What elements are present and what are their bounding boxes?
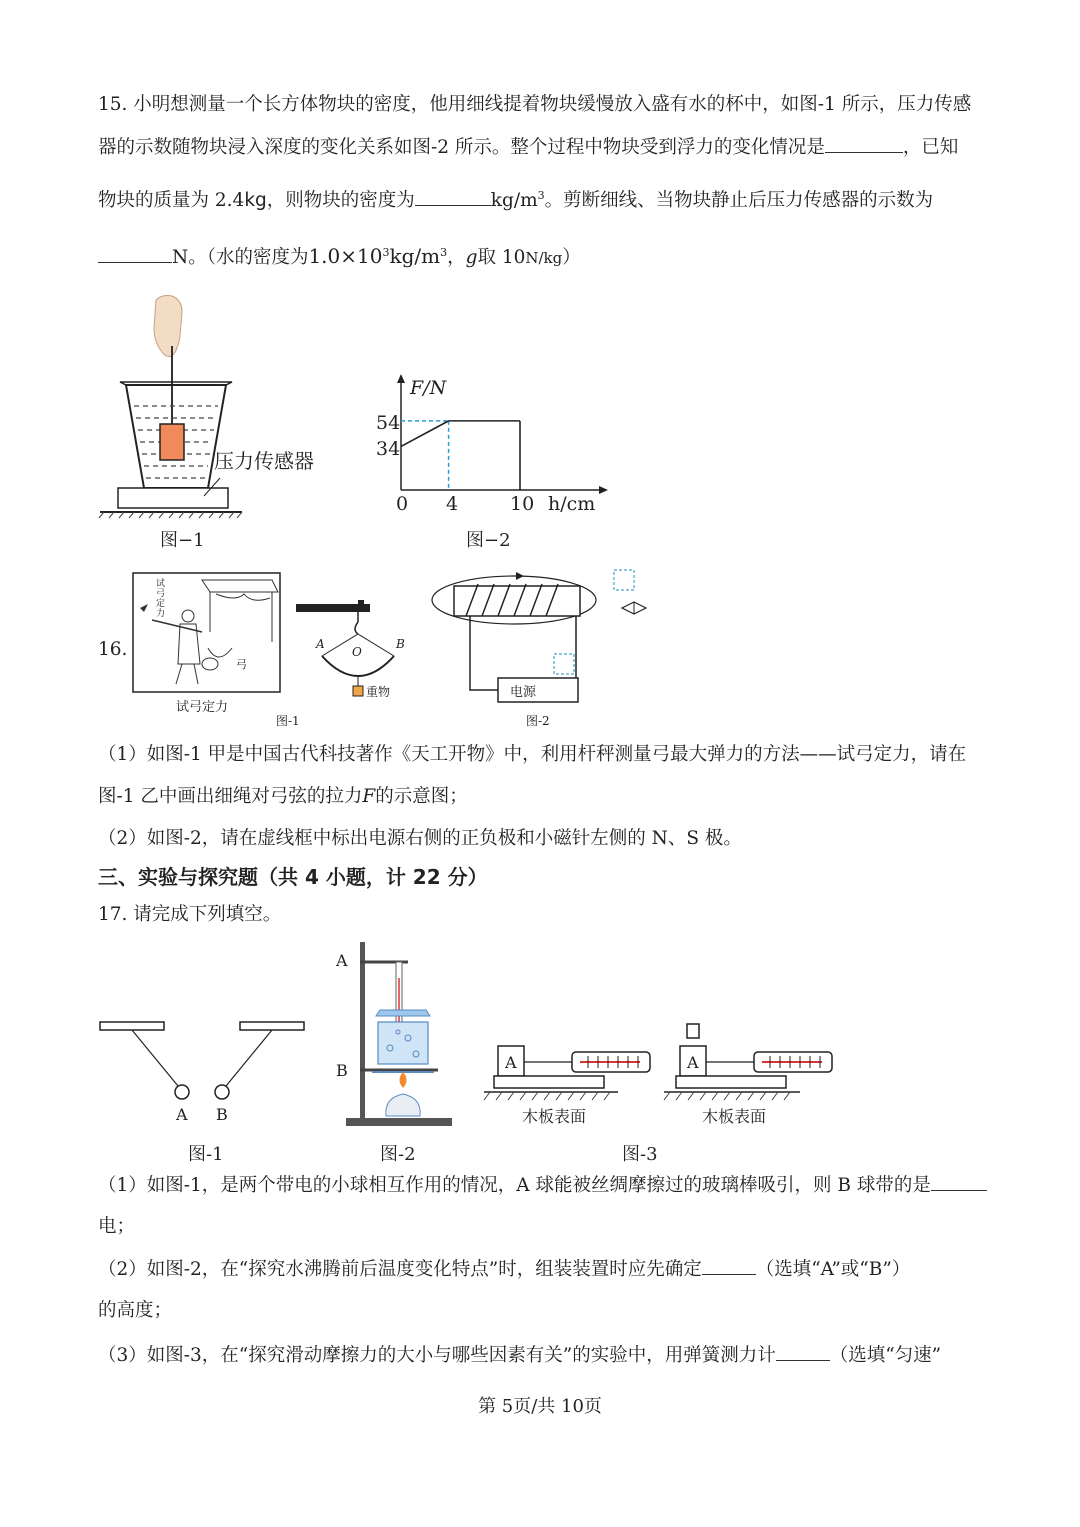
answer-blank-sensor[interactable]	[98, 244, 172, 263]
q17-figure-2	[330, 938, 460, 1128]
q15-line3b: ，则物块的密度为	[266, 190, 415, 212]
q15-water-density: 1.0×10	[308, 244, 383, 269]
svg-text:试: 试	[156, 579, 166, 589]
support-left	[100, 1022, 164, 1030]
beaker-lid	[376, 1010, 430, 1016]
q15-line2-text: 器的示数随物块浸入深度的变化关系如图-2 所示。整个过程中物块受到浮力的变化情况是	[98, 137, 825, 158]
alcohol-lamp	[386, 1094, 420, 1116]
q15-line4c: 取 10	[477, 247, 526, 269]
svg-text:力: 力	[156, 609, 166, 619]
graph-segment-0	[401, 421, 449, 447]
q17-item2-text-b: （选填“A”或“B”）	[755, 1259, 911, 1280]
q15-line4d: ）	[562, 247, 581, 269]
ball-A-label: A	[176, 1105, 188, 1124]
board-2	[676, 1076, 786, 1088]
block-A-2-label: A	[687, 1053, 699, 1072]
svg-text:定: 定	[156, 599, 166, 609]
ball-B	[215, 1085, 229, 1099]
person-head	[182, 610, 194, 622]
q16-fig1-sub-caption: 试弓定力	[176, 700, 229, 715]
q15-line2-end: ，已知	[902, 137, 959, 158]
hook-icon	[355, 622, 358, 634]
y-tick-34: 34	[376, 438, 401, 460]
bow-label: 弓	[236, 658, 247, 671]
q15-line3a: 物块的质量为 2.4	[98, 190, 245, 212]
x-tick-0: 0	[396, 493, 409, 515]
q15-line3	[98, 183, 933, 214]
answer-blank-motion[interactable]	[776, 1342, 830, 1361]
q17-item1-line1	[98, 1172, 987, 1199]
q17-item2-text-a: （2）如图-2，在“探究水沸腾前后温度变化特点”时，组装装置时应先确定	[98, 1259, 702, 1280]
q17-intro: 17. 请完成下列填空。	[98, 904, 282, 925]
point-B-label: B	[396, 637, 405, 651]
weight-icon	[687, 1024, 699, 1038]
board-1	[494, 1076, 604, 1088]
q15-sup-exp: 3	[382, 246, 390, 259]
needle-pole-box[interactable]	[614, 570, 634, 590]
q15-fig2-caption: 图−2	[466, 530, 511, 551]
hand-icon	[154, 296, 182, 357]
surface-2-label: 木板表面	[702, 1107, 767, 1126]
q17-item2-line2: 的高度；	[98, 1300, 173, 1321]
q16-figure-1-bow	[292, 600, 405, 704]
q17-item3-text-b: （选填“匀速”	[829, 1345, 942, 1366]
support-right	[240, 1022, 304, 1030]
q16-force-symbol: F	[362, 786, 376, 807]
q15-line4b: ，	[447, 247, 466, 269]
pressure-sensor	[118, 488, 228, 508]
q15-fig1-caption: 图−1	[160, 530, 205, 551]
q15-line4	[98, 240, 581, 271]
solenoid-core	[454, 586, 580, 616]
q17-fig3-caption: 图-3	[622, 1144, 658, 1165]
q16-fig2-caption: 图-2	[526, 714, 550, 728]
x-axis-label: h/cm	[548, 493, 596, 515]
q16-number: 16.	[98, 639, 128, 660]
y-tick-54: 54	[376, 412, 401, 434]
x-axis-arrow	[599, 486, 608, 494]
point-O-label: O	[352, 645, 362, 659]
q15-line1: 15. 小明想测量一个长方体物块的密度，他用细线提着物块缓慢放入盛有水的杯中，如图-1 所示，压力传感	[98, 94, 972, 115]
q15-water-unit: kg/m	[389, 244, 441, 269]
q17-item3-text-a: （3）如图-3，在“探究滑动摩擦力的大小与哪些因素有关”的实验中，用弹簧测力计	[98, 1345, 776, 1366]
q17-figure-1	[96, 1016, 312, 1126]
q15-line4a: N。（水的密度为	[172, 247, 309, 269]
block-A-1-label: A	[505, 1053, 517, 1072]
answer-blank-charge[interactable]	[931, 1172, 987, 1191]
svg-text:弓: 弓	[156, 589, 166, 599]
answer-blank-density[interactable]	[415, 187, 491, 206]
q16-fig1-caption: 图-1	[276, 714, 300, 728]
q17-figure-3	[480, 1018, 840, 1128]
x-tick-4: 4	[446, 493, 459, 515]
q17-item1-text: （1）如图-1，是两个带电的小球相互作用的情况，A 球能被丝绸摩擦过的玻璃棒吸引，则 B 球带的是	[98, 1175, 931, 1196]
sensor-label: 压力传感器	[214, 449, 314, 473]
surface-1-label: 木板表面	[522, 1107, 587, 1126]
x-tick-10: 10	[510, 493, 535, 515]
q15-unit-kg: kg	[244, 190, 267, 212]
q16-item1-line2b: 的示意图；	[375, 786, 468, 807]
q17-item1-line2: 电；	[98, 1216, 136, 1237]
q17-item3-line1	[98, 1342, 941, 1369]
bow-shape	[322, 656, 394, 676]
power-source-label: 电源	[510, 685, 537, 700]
q15-unit-nkg: N/kg	[525, 249, 563, 268]
y-axis-arrow	[397, 374, 405, 383]
q16-figure-2-circuit	[430, 566, 666, 704]
q15-line3c: 。剪断细线、当物块静止后压力传感器的示数为	[544, 190, 934, 212]
beaker-water	[378, 1022, 428, 1064]
q16-figure-1-illustration	[132, 572, 282, 694]
q16-item1-line2a: 图-1 乙中画出细绳对弓弦的拉力	[98, 786, 363, 807]
page-footer: 第 5页/共 10页	[478, 1396, 602, 1417]
field-direction-arrow	[516, 572, 524, 580]
weight-block	[353, 686, 363, 696]
q15-g-symbol: g	[465, 247, 478, 269]
weight-label: 重物	[366, 685, 391, 699]
section-heading: 三、实验与探究题（共 4 小题，计 22 分）	[98, 865, 488, 889]
point-A-label: A	[316, 637, 325, 651]
position-A-label: A	[336, 951, 348, 970]
q15-sup-3b: 3	[440, 246, 448, 259]
q17-item2-line1	[98, 1256, 910, 1283]
q15-figure-2-graph	[370, 372, 610, 522]
answer-blank-height[interactable]	[702, 1256, 756, 1275]
iron-stand-base	[346, 1118, 452, 1126]
q16-item1-line2	[98, 784, 468, 810]
q17-fig2-caption: 图-2	[380, 1144, 416, 1165]
iron-stand-rod	[360, 942, 365, 1122]
q16-item2: （2）如图-2，请在虚线框中标出电源右侧的正负极和小磁针左侧的 N、S 极。	[98, 828, 742, 849]
ball-B-label: B	[216, 1105, 228, 1124]
position-B-label: B	[336, 1061, 348, 1080]
q15-sup-3: 3	[537, 189, 545, 202]
ball-A	[175, 1085, 189, 1099]
q15-unit-kgm3: kg/m	[490, 190, 538, 212]
q16-item1-line1: （1）如图-1 甲是中国古代科技著作《天工开物》中，利用杆秤测量弓最大弹力的方法——试弓定力，请在	[98, 744, 967, 765]
source-polarity-box[interactable]	[554, 654, 574, 674]
flame-icon	[400, 1072, 407, 1088]
q17-fig1-caption: 图-1	[188, 1144, 224, 1165]
answer-blank-buoyancy[interactable]	[825, 134, 903, 153]
q15-figure-1	[96, 292, 336, 522]
y-axis-label: F/N	[410, 377, 447, 399]
q15-line2	[98, 134, 958, 161]
block-object	[160, 424, 184, 460]
